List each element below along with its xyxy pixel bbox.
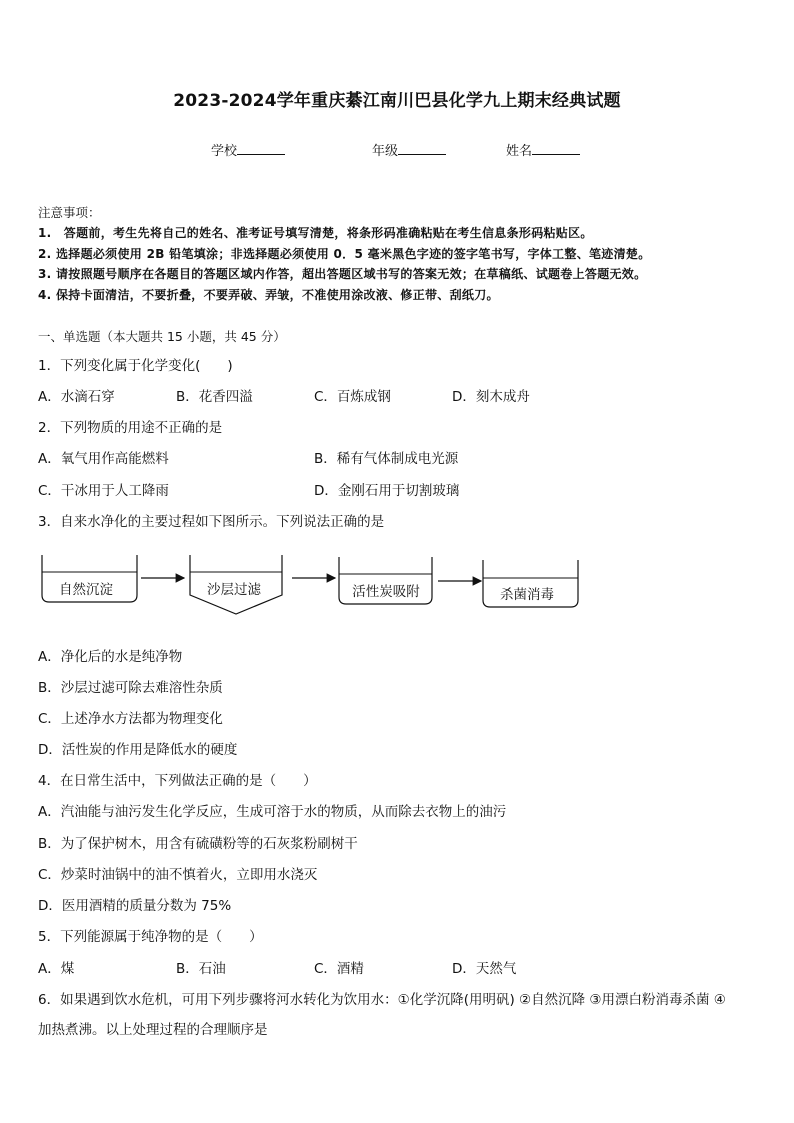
question-2-stem: 2．下列物质的用途不正确的是	[38, 420, 223, 436]
q2-option-b[interactable]: B．稀有气体制成电光源	[314, 451, 459, 467]
name-label: 姓名	[506, 144, 533, 159]
q3-option-b[interactable]: B．沙层过滤可除去难溶性杂质	[38, 680, 223, 696]
q1-option-b[interactable]: B．花香四溢	[176, 389, 253, 405]
grade-label: 年级	[372, 144, 399, 159]
flow-step-label: 杀菌消毒	[500, 587, 554, 603]
q2-option-a[interactable]: A．氧气用作高能燃料	[38, 451, 169, 467]
note-item: 3. 请按照题号顺序在各题目的答题区域内作答，超出答题区域书写的答案无效；在草稿纸、试题卷上答题无效。	[38, 267, 647, 281]
question-5-stem: 5．下列能源属于纯净物的是（ ）	[38, 929, 263, 945]
q1-option-c[interactable]: C．百炼成钢	[314, 389, 391, 405]
section-heading: 一、单选题（本大题共 15 小题，共 45 分）	[38, 329, 286, 344]
flow-step-label: 沙层过滤	[207, 582, 261, 598]
q1-option-a[interactable]: A．水滴石穿	[38, 389, 115, 405]
page-title: 2023-2024学年重庆綦江南川巴县化学九上期末经典试题	[173, 91, 621, 111]
note-item: 2. 选择题必须使用 2B 铅笔填涂；非选择题必须使用 0．5 毫米黑色字迹的签字笔书写，字体工整、笔迹清楚。	[38, 247, 651, 261]
question-3-stem: 3．自来水净化的主要过程如下图所示。下列说法正确的是	[38, 514, 385, 530]
q4-option-b[interactable]: B．为了保护树木，用含有硫磺粉等的石灰浆粉刷树干	[38, 836, 358, 852]
q2-option-d[interactable]: D．金刚石用于切割玻璃	[314, 483, 460, 499]
school-label: 学校	[211, 144, 238, 159]
notes-heading: 注意事项：	[38, 205, 101, 220]
q5-option-d[interactable]: D．天然气	[452, 961, 517, 977]
q4-option-c[interactable]: C．炒菜时油锅中的油不慎着火，立即用水浇灭	[38, 867, 318, 883]
note-item: 1. 答题前，考生先将自己的姓名、准考证号填写清楚，将条形码准确粘贴在考生信息条形码粘贴区。	[38, 226, 593, 240]
q5-option-a[interactable]: A．煤	[38, 961, 75, 977]
q5-option-c[interactable]: C．酒精	[314, 961, 364, 977]
question-6-stem-line2: 加热煮沸。以上处理过程的合理顺序是	[38, 1022, 268, 1038]
q2-option-c[interactable]: C．干冰用于人工降雨	[38, 483, 169, 499]
question-1-stem: 1．下列变化属于化学变化( )	[38, 358, 233, 374]
q3-option-c[interactable]: C．上述净水方法都为物理变化	[38, 711, 223, 727]
q3-option-d[interactable]: D．活性炭的作用是降低水的硬度	[38, 742, 238, 758]
q4-option-d[interactable]: D．医用酒精的质量分数为 75%	[38, 898, 232, 914]
question-4-stem: 4．在日常生活中，下列做法正确的是（ ）	[38, 773, 317, 789]
flow-step-label: 自然沉淀	[59, 582, 113, 598]
q1-option-d[interactable]: D．刻木成舟	[452, 389, 530, 405]
q3-option-a[interactable]: A．净化后的水是纯净物	[38, 649, 183, 665]
question-6-stem-line1: 6．如果遇到饮水危机，可用下列步骤将河水转化为饮用水：①化学沉降(用明矾) ②自然沉降 ③用漂白粉消毒杀菌 ④	[38, 992, 726, 1008]
q4-option-a[interactable]: A．汽油能与油污发生化学反应，生成可溶于水的物质，从而除去衣物上的油污	[38, 804, 507, 820]
flow-step-label: 活性炭吸附	[352, 584, 420, 600]
note-item: 4. 保持卡面清洁，不要折叠，不要弄破、弄皱，不准使用涂改液、修正带、刮纸刀。	[38, 288, 499, 302]
q5-option-b[interactable]: B．石油	[176, 961, 226, 977]
